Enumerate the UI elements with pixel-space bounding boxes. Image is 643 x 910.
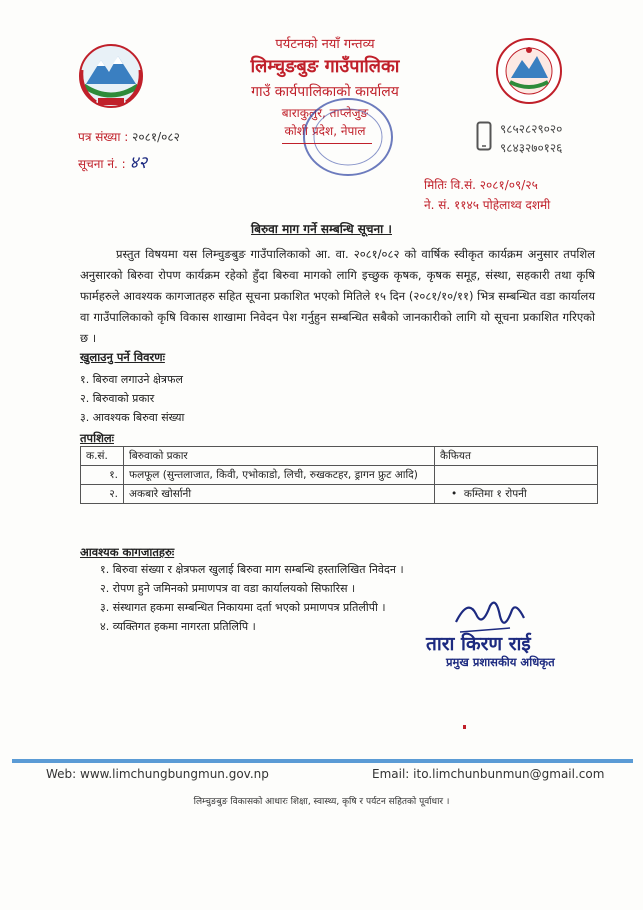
date-line: मितिः वि.सं. २०८१/०९/२५	[424, 178, 538, 192]
phone-number-1: ९८५२८२९०२०	[500, 122, 563, 136]
office-address: बाराकुलुर, ताप्लेजुङ	[281, 106, 369, 120]
cell-remark	[435, 466, 598, 485]
khulaunu-item: ३. आवश्यक बिरुवा संख्या	[80, 411, 185, 424]
khulaunu-heading: खुलाउनु पर्ने विवरणः	[80, 350, 165, 364]
municipality-name: लिम्चुङबुङ गाउँपालिका	[250, 56, 400, 77]
patra-sankhya	[78, 128, 180, 145]
cell-remark-wrap	[435, 485, 598, 504]
tapsil-table	[80, 446, 598, 504]
cell-sn: १.	[81, 466, 124, 485]
cell-type: अकबारे खोर्सानी	[124, 485, 435, 504]
khulaunu-item: १. बिरुवा लगाउने क्षेत्रफल	[80, 373, 183, 386]
tagline: पर्यटनको नयाँ गन्तव्य	[275, 37, 375, 52]
kagajat-heading: आवश्यक कागजातहरुः	[80, 545, 175, 559]
kagajat-item: ३. संस्थागत हकमा सम्बन्धित निकायमा दर्ता भएको प्रमाणपत्र प्रतिलीपी ।	[100, 601, 386, 614]
col-header-sn: क.सं.	[81, 447, 124, 466]
signatory-title: प्रमुख प्रशासकीय अधिकृत	[446, 655, 555, 669]
notice-subject: बिरुवा माग गर्ने सम्बन्धि सूचना ।	[251, 222, 392, 236]
kagajat-item: १. बिरुवा संख्या र क्षेत्रफल खुलाई बिरुवा माग सम्बन्धि हस्तालिखित निवेदन ।	[100, 563, 404, 576]
suchana-label: सूचना नं. :	[78, 157, 126, 171]
suchana-value: ४२	[129, 153, 148, 173]
office-stamp	[298, 94, 398, 180]
tapsil-heading: तपशिलः	[80, 431, 115, 445]
cell-remark: कम्तिमा १ रोपनी	[463, 488, 527, 500]
nepal-emblem-logo	[76, 40, 146, 114]
cell-type: फलफूल (सुन्तलाजात, किवी, एभोकाडो, लिची, रुखकटहर, ड्रागन फ्रुट आदि)	[124, 466, 435, 485]
kagajat-item: ४. व्यक्तिगत हकमा नागरता प्रतिलिपि ।	[100, 620, 256, 633]
phone-number-2: ९८४३२७०१२६	[500, 141, 563, 155]
table-row	[81, 466, 598, 485]
table-header-row	[81, 447, 598, 466]
col-header-type: बिरुवाको प्रकार	[124, 447, 435, 466]
office-name: गाउँ कार्यपालिकाको कार्यालय	[251, 84, 399, 100]
footer-web-link[interactable]: Web: www.limchungbungmun.gov.np	[46, 767, 269, 781]
suchana-number	[78, 150, 147, 173]
footer-bar	[12, 759, 633, 763]
notice-body: प्रस्तुत विषयमा यस लिम्चुङबुङ गाउँपालिकाको आ. वा. २०८१/०८२ को वार्षिक स्वीकृत कार्यक्रम अनुसार तपशिल अनुसारको बिरुवा रोपण कार्यक्रम रहेको हुँदा बिरुवा मागको लागि इच्छुक कृषक, कृषक समूह, संस्था, सहकारी तथा कृषि फार्महरुले आवश्यक कागजातहरु सहित सूचना प्रकाशित भएको मितिले १५ दिन (२०८१/१०/११) भित्र सम्बन्धित वडा कार्यालय वा गाउँपालिकाको कृषि विकास शाखामा निवेदन पेश गर्नुहुन सम्बन्धित सबैको जानकारीको लागि यो सूचना प्रकाशित गरिएको छ ।	[80, 247, 595, 345]
mobile-phone-icon	[476, 121, 492, 151]
signatory-name: तारा किरण राई	[426, 633, 531, 655]
footer-email-link[interactable]: Email: ito.limchunbunmun@gmail.com	[372, 767, 605, 781]
header-rule	[282, 143, 372, 144]
col-header-remark: कैफियत	[435, 447, 598, 466]
cell-sn: २.	[81, 485, 124, 504]
red-mark	[463, 725, 466, 729]
bullet-icon: •	[451, 488, 458, 500]
khulaunu-item: २. बिरुवाको प्रकार	[80, 392, 155, 405]
table-row	[81, 485, 598, 504]
footer-slogan: लिम्चुङबुङ विकासको आधारः शिक्षा, स्वास्थ्य, कृषि र पर्यटन सहितको पूर्वाधार ।	[193, 797, 450, 807]
province-name: कोशी प्रदेश, नेपाल	[284, 124, 366, 138]
patra-value: २०८१/०८२	[132, 130, 180, 144]
nepal-sambat-line: ने. सं. ११४५ पोहेलाथ्व दशमी	[424, 198, 551, 212]
patra-label: पत्र संख्या :	[78, 130, 129, 144]
kagajat-item: २. रोपण हुने जमिनको प्रमाणपत्र वा वडा कार्यालयको सिफारिस ।	[100, 582, 356, 595]
municipality-seal-logo	[494, 36, 564, 110]
